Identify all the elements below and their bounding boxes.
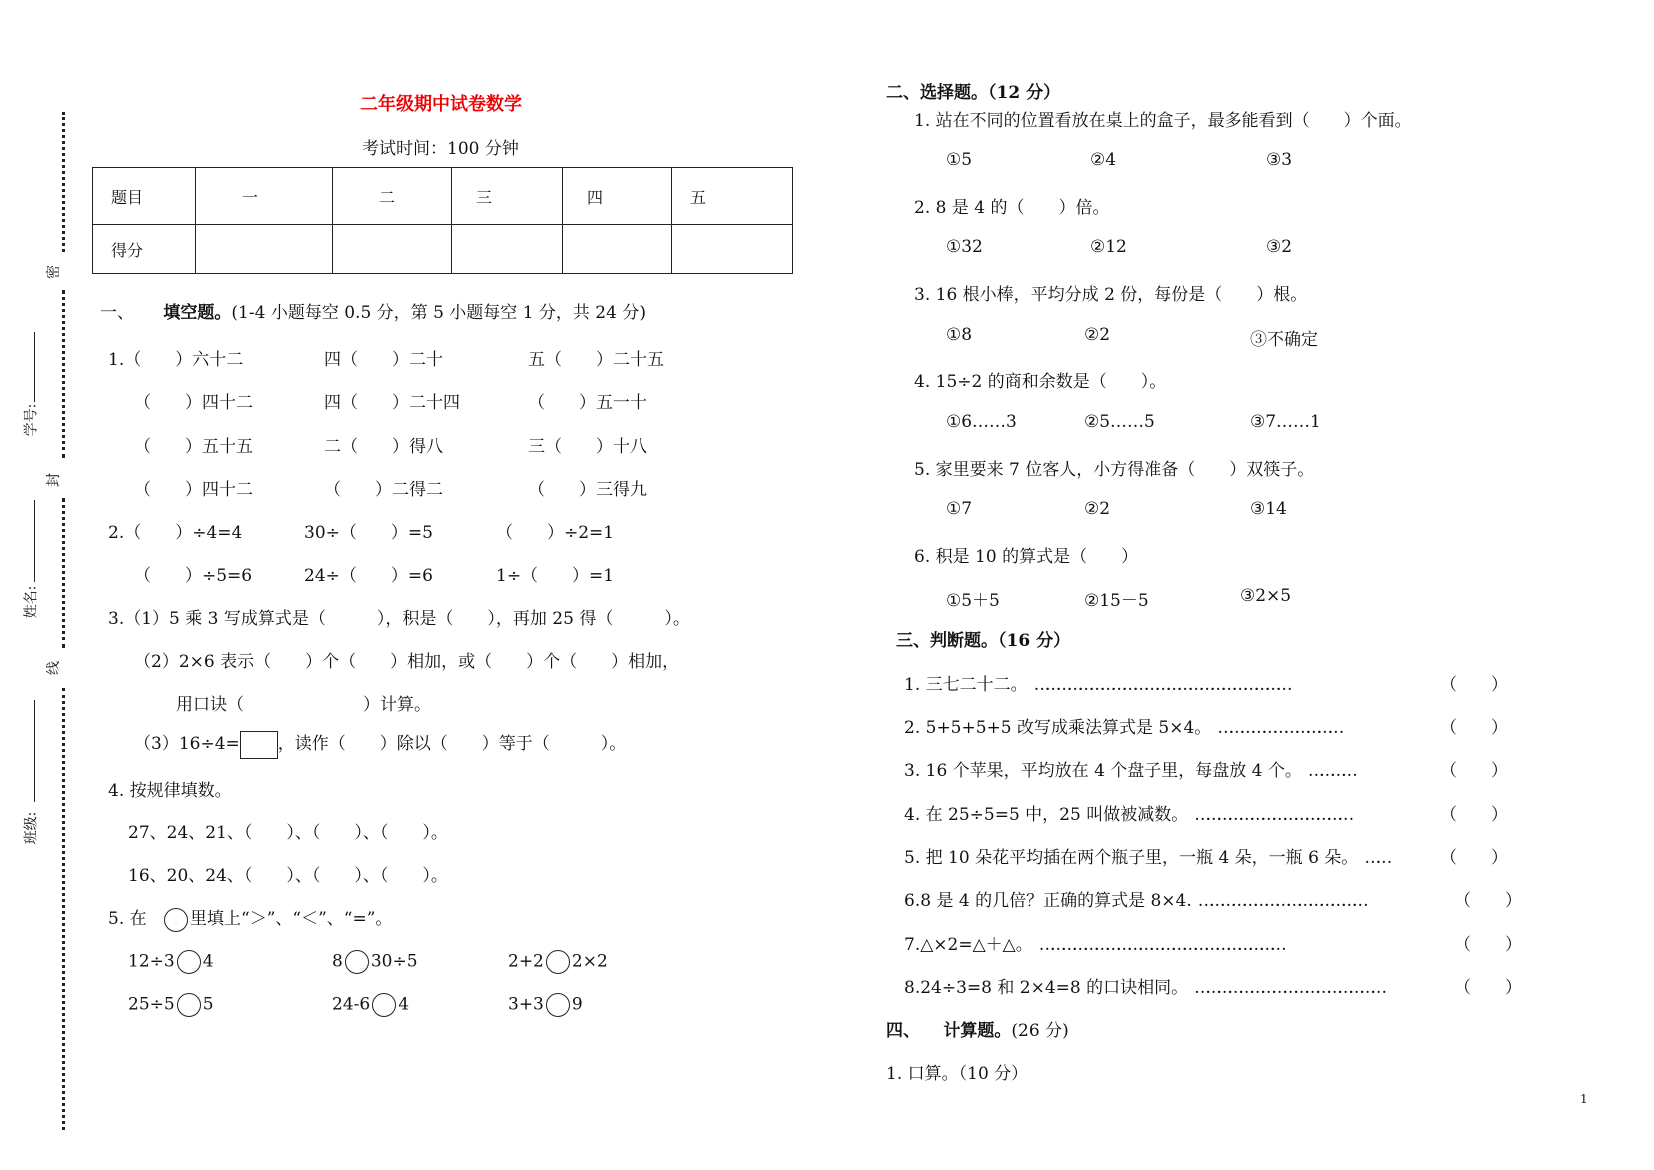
q3-2b: 用口诀（ ）计算。 xyxy=(176,695,431,715)
judge-answer-paren[interactable]: （ ） xyxy=(1440,675,1508,695)
compare-item xyxy=(508,950,608,974)
exam-time: 考试时间：100 分钟 xyxy=(362,139,519,159)
judge-item xyxy=(904,843,1386,868)
compare-left: 8 xyxy=(332,951,343,972)
judge-answer-paren[interactable]: （ ） xyxy=(1454,935,1522,955)
banji-line xyxy=(34,700,35,802)
answer-circle[interactable] xyxy=(546,950,570,974)
xuehao-label: 学号: xyxy=(23,403,40,437)
choice-option[interactable]: ①7 xyxy=(946,499,973,519)
q5a: 5. 在 xyxy=(108,909,147,929)
judge-item xyxy=(904,973,1381,998)
choice-option[interactable]: ①5＋5 xyxy=(946,591,1000,611)
compare-left: 12÷3 xyxy=(128,951,175,972)
judge-answer-paren[interactable]: （ ） xyxy=(1454,978,1522,998)
judge-text: 8.24÷3=8 和 2×4=8 的口诀相同。 xyxy=(904,978,1189,998)
compare-item xyxy=(332,993,409,1017)
judge-text: 1. 三七二十二。 xyxy=(904,675,1028,695)
choice-option[interactable]: ①32 xyxy=(946,237,983,257)
score-input[interactable] xyxy=(452,225,563,274)
leader-dots: ……………………………………… xyxy=(1197,891,1363,911)
section-4-heading xyxy=(886,1016,1069,1041)
section-1-title: 填空题。 xyxy=(163,303,232,323)
compare-right: 2×2 xyxy=(571,951,608,972)
choice-option[interactable]: ②15－5 xyxy=(1084,591,1149,611)
compare-left: 25÷5 xyxy=(128,994,175,1015)
judge-answer-paren[interactable]: （ ） xyxy=(1440,761,1508,781)
compare-item xyxy=(332,950,418,974)
choice-option[interactable]: ②12 xyxy=(1090,237,1127,257)
q1-item: 二（ ）得八 xyxy=(324,437,443,457)
score-cell: 题目 xyxy=(93,168,196,225)
xingming-line xyxy=(34,500,35,582)
judge-answer-paren[interactable]: （ ） xyxy=(1454,891,1522,911)
q3-3 xyxy=(134,729,626,759)
section-3-heading: 三、判断题。（16 分） xyxy=(896,631,1071,651)
answer-box[interactable] xyxy=(240,731,278,759)
judge-item xyxy=(904,756,1352,781)
score-input[interactable] xyxy=(333,225,452,274)
xuehao-line xyxy=(34,332,35,402)
judge-item xyxy=(904,886,1363,911)
q3-2: （2）2×6 表示（ ）个（ ）相加，或（ ）个（ ）相加， xyxy=(134,652,680,672)
compare-left: 24-6 xyxy=(332,994,371,1015)
q1-item: （ ）三得九 xyxy=(528,480,647,500)
choice-option[interactable]: ②5……5 xyxy=(1084,412,1155,432)
score-table xyxy=(92,167,793,274)
q2-item: 2.（ ）÷4=4 xyxy=(108,523,243,543)
score-cell: 得分 xyxy=(93,225,196,274)
leader-dots: …………………………………………… xyxy=(1194,978,1382,998)
q2-item: 1÷（ ）=1 xyxy=(496,566,615,586)
section-4-number: 四、 xyxy=(886,1021,920,1041)
section-1-note: (1-4 小题每空 0.5 分，第 5 小题每空 1 分，共 24 分) xyxy=(231,303,646,323)
q3-3a: （3）16÷4= xyxy=(134,734,240,754)
binding-dots-4 xyxy=(62,688,65,1130)
compare-right: 30÷5 xyxy=(370,951,418,972)
score-table-header-row xyxy=(93,168,793,225)
q5b: 里填上“＞”、“＜”、“=”。 xyxy=(190,909,393,929)
choice-option[interactable]: ②2 xyxy=(1084,499,1111,519)
choice-option[interactable]: ③3 xyxy=(1266,150,1293,170)
judge-answer-paren[interactable]: （ ） xyxy=(1440,848,1508,868)
page-number: 1 xyxy=(1580,1092,1588,1106)
q1-item: 1.（ ）六十二 xyxy=(108,350,244,370)
q1-item: 三（ ）十八 xyxy=(528,437,647,457)
q3-3b: ，读作（ ）除以（ ）等于（ ）。 xyxy=(277,734,627,754)
choice-option[interactable]: ①5 xyxy=(946,150,973,170)
banji-label: 班级: xyxy=(23,811,40,845)
compare-item xyxy=(128,993,214,1017)
judge-text: 4. 在 25÷5=5 中，25 叫做被减数。 xyxy=(904,805,1189,825)
q1-item: 四（ ）二十 xyxy=(324,350,443,370)
compare-right: 9 xyxy=(571,994,583,1015)
q5 xyxy=(108,904,392,932)
judge-text: 6.8 是 4 的几倍？正确的算式是 8×4. xyxy=(904,891,1192,911)
answer-circle[interactable] xyxy=(177,950,201,974)
binding-dots-3 xyxy=(62,498,65,648)
judge-text: 2. 5+5+5+5 改写成乘法算式是 5×4。 xyxy=(904,718,1212,738)
q1-item: （ ）二得二 xyxy=(324,480,443,500)
score-cell: 一 xyxy=(196,168,333,225)
choice-question: 5. 家里要来 7 位客人，小方得准备（ ）双筷子。 xyxy=(914,460,1315,480)
section-4-sub1: 1. 口算。（10 分） xyxy=(886,1064,1029,1084)
answer-circle[interactable] xyxy=(372,993,396,1017)
binding-mi: 密 xyxy=(46,265,62,279)
q4-2: 16、20、24、（ ）、（ ）、（ ）。 xyxy=(128,866,448,886)
xingming-label: 姓名: xyxy=(23,585,40,619)
choice-option[interactable]: ③2 xyxy=(1266,237,1293,257)
score-input[interactable] xyxy=(196,225,333,274)
choice-option[interactable]: ②2 xyxy=(1084,325,1111,345)
q1-item: （ ）五一十 xyxy=(528,393,647,413)
q1-item: 四（ ）二十四 xyxy=(324,393,460,413)
answer-circle[interactable] xyxy=(177,993,201,1017)
leader-dots: ………… xyxy=(1307,761,1352,781)
judge-text: 7.△×2=△＋△。 xyxy=(904,935,1033,955)
section-4-title: 计算题。 xyxy=(943,1021,1012,1041)
choice-option[interactable]: ③2×5 xyxy=(1240,586,1292,606)
binding-feng: 封 xyxy=(46,473,62,487)
q4: 4. 按规律填数。 xyxy=(108,781,232,801)
q2-item: （ ）÷5=6 xyxy=(134,566,253,586)
leader-dots: …………………………………… xyxy=(1194,805,1349,825)
q2-item: 24÷（ ）=6 xyxy=(304,566,433,586)
q1-item: （ ）五十五 xyxy=(134,437,253,457)
score-cell: 四 xyxy=(563,168,672,225)
choice-option[interactable]: ③7……1 xyxy=(1250,412,1321,432)
judge-item xyxy=(904,930,1281,955)
judge-text: 3. 16 个苹果，平均放在 4 个盘子里，每盘放 4 个。 xyxy=(904,761,1302,781)
judge-text: 5. 把 10 朵花平均插在两个瓶子里，一瓶 4 朵，一瓶 6 朵。 xyxy=(904,848,1359,868)
compare-right: 4 xyxy=(202,951,214,972)
compare-left: 3+3 xyxy=(508,994,544,1015)
q1-item: （ ）四十二 xyxy=(134,393,253,413)
compare-item xyxy=(508,993,583,1017)
judge-item xyxy=(904,800,1348,825)
binding-xian: 线 xyxy=(46,661,62,675)
choice-option[interactable]: ②4 xyxy=(1090,150,1117,170)
compare-left: 2+2 xyxy=(508,951,544,972)
judge-answer-paren[interactable]: （ ） xyxy=(1440,805,1508,825)
leader-dots: …… xyxy=(1364,848,1387,868)
choice-question: 1. 站在不同的位置看放在桌上的盒子，最多能看到（ ）个面。 xyxy=(914,111,1412,131)
answer-circle[interactable] xyxy=(546,993,570,1017)
leader-dots: …………………………………………………………… xyxy=(1033,675,1287,695)
score-input[interactable] xyxy=(672,225,793,274)
compare-right: 4 xyxy=(398,994,410,1015)
leader-dots: ………………………………………………………… xyxy=(1038,935,1281,955)
q2-item: 30÷（ ）=5 xyxy=(304,523,433,543)
choice-option[interactable]: ①8 xyxy=(946,325,973,345)
choice-option[interactable]: ③不确定 xyxy=(1250,330,1318,350)
circle-icon xyxy=(164,908,188,932)
leader-dots: …………………………… xyxy=(1217,718,1339,738)
section-2-heading: 二、选择题。（12 分） xyxy=(886,83,1061,103)
binding-dots-2 xyxy=(62,290,65,458)
choice-question: 2. 8 是 4 的（ ）倍。 xyxy=(914,198,1110,218)
section-1-number: 一、 xyxy=(100,303,134,323)
compare-right: 5 xyxy=(202,994,214,1015)
section-4-note: (26 分) xyxy=(1011,1021,1069,1041)
answer-circle[interactable] xyxy=(345,950,369,974)
q3-1: 3.（1）5 乘 3 写成算式是（ ），积是（ ），再加 25 得（ ）。 xyxy=(108,609,690,629)
q4-1: 27、24、21、（ ）、（ ）、（ ）。 xyxy=(128,823,448,843)
section-1-heading xyxy=(100,298,646,323)
score-cell: 五 xyxy=(672,168,793,225)
score-cell: 二 xyxy=(333,168,452,225)
choice-question: 3. 16 根小棒，平均分成 2 份，每份是（ ）根。 xyxy=(914,285,1308,305)
score-input[interactable] xyxy=(563,225,672,274)
compare-item xyxy=(128,950,214,974)
choice-question: 4. 15÷2 的商和余数是（ ）。 xyxy=(914,372,1167,392)
choice-option[interactable]: ①6……3 xyxy=(946,412,1017,432)
score-table-score-row xyxy=(93,225,793,274)
judge-answer-paren[interactable]: （ ） xyxy=(1440,718,1508,738)
q2-item: （ ）÷2=1 xyxy=(496,523,615,543)
choice-option[interactable]: ③14 xyxy=(1250,499,1287,519)
q1-item: 五（ ）二十五 xyxy=(528,350,664,370)
page-title: 二年级期中试卷数学 xyxy=(360,94,522,115)
judge-item xyxy=(904,713,1338,738)
q1-item: （ ）四十二 xyxy=(134,480,253,500)
score-cell: 三 xyxy=(452,168,563,225)
judge-item xyxy=(904,670,1287,695)
binding-dots-1 xyxy=(62,112,65,252)
choice-question: 6. 积是 10 的算式是（ ） xyxy=(914,547,1139,567)
